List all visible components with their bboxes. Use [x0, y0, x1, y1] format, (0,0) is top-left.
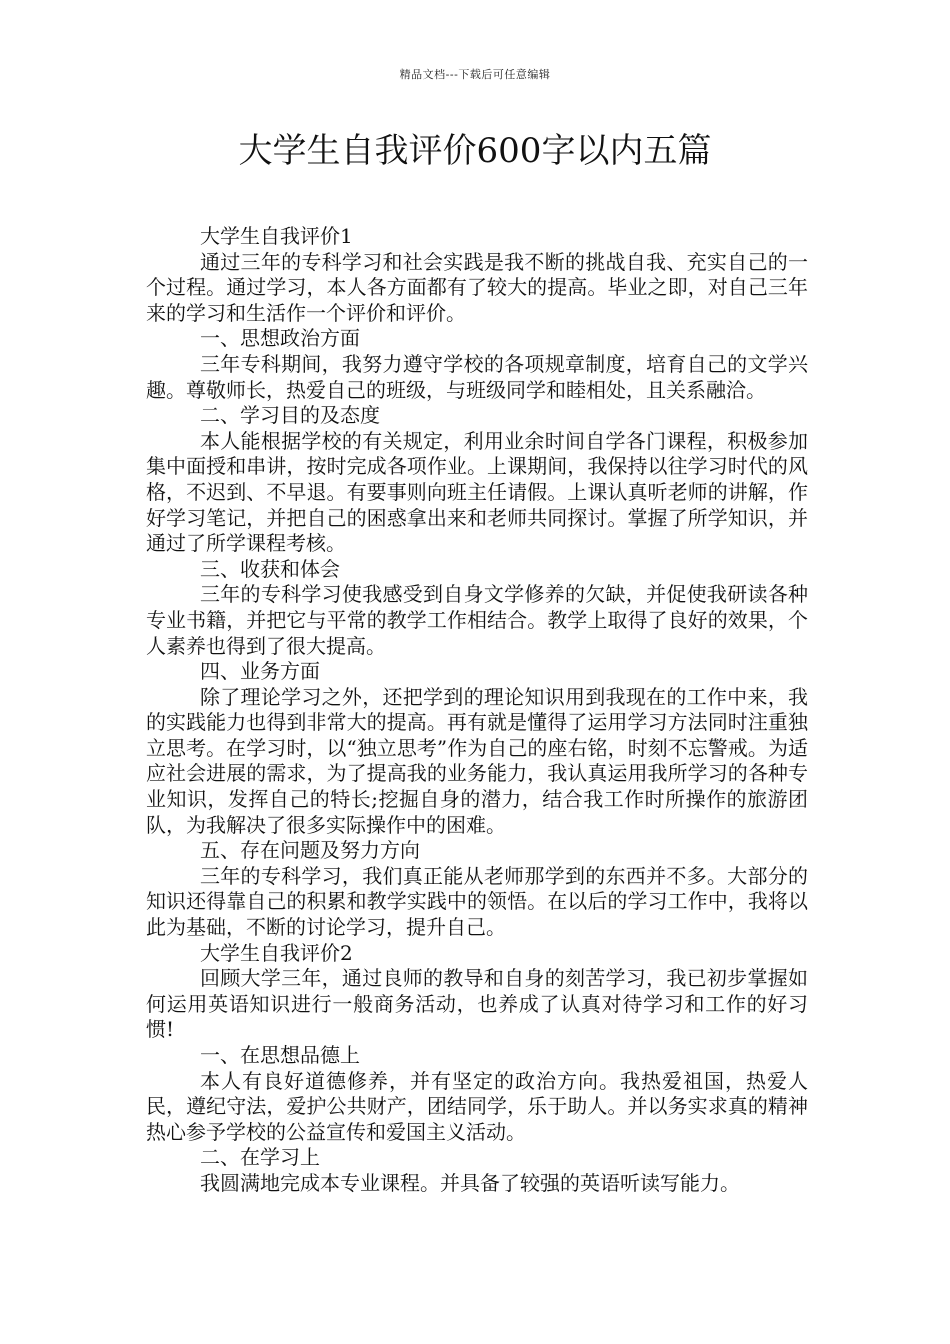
paragraph: 三年的专科学习，我们真正能从老师那学到的东西并不多。大部分的知识还得靠自己的积累和教学实践中的领悟。在以后的学习工作中，我将以此为基础，不断的讨论学习，提升自己。	[146, 863, 808, 940]
paragraph: 除了理论学习之外，还把学到的理论知识用到我现在的工作中来，我的实践能力也得到非常大的提高。再有就是懂得了运用学习方法同时注重独立思考。在学习时，以“独立思考”作为自己的座右铭，时刻不忘警戒。为适应社会进展的需求，为了提高我的业务能力，我认真运用我所学习的各种专业知识，发挥自己的特长;挖掘自身的潜力，结合我工作时所操作的旅游团队，为我解决了很多实际操作中的困难。	[146, 684, 808, 837]
document-body	[146, 224, 808, 1197]
section-heading-2: 大学生自我评价2	[200, 940, 353, 965]
section-heading-1: 大学生自我评价1	[200, 224, 353, 248]
paragraph: 本人有良好道德修养，并有坚定的政治方向。我热爱祖国，热爱人民，遵纪守法，爱护公共财产，团结同学，乐于助人。并以务实求真的精神热心参予学校的公益宣传和爱国主义活动。	[146, 1068, 808, 1144]
page-header-note: 精品文档---下载后可任意编辑	[399, 68, 551, 81]
subheading: 一、思想政治方面	[200, 326, 360, 351]
document-title: 大学生自我评价600字以内五篇	[238, 131, 712, 171]
subheading: 四、业务方面	[200, 659, 320, 684]
subheading: 二、学习目的及态度	[200, 403, 380, 428]
paragraph: 我圆满地完成本专业课程。并具备了较强的英语听读写能力。	[200, 1170, 740, 1195]
paragraph: 回顾大学三年，通过良师的教导和自身的刻苦学习，我已初步掌握如何运用英语知识进行一般商务活动，也养成了认真对待学习和工作的好习惯!	[146, 966, 808, 1042]
subheading: 二、在学习上	[200, 1145, 320, 1170]
paragraph: 本人能根据学校的有关规定，利用业余时间自学各门课程，积极参加集中面授和串讲，按时完成各项作业。上课期间，我保持以往学习时代的风格，不迟到、不早退。有要事则向班主任请假。上课认真听老师的讲解，作好学习笔记，并把自己的困惑拿出来和老师共同探讨。掌握了所学知识，并通过了所学课程考核。	[146, 428, 808, 556]
paragraph: 通过三年的专科学习和社会实践是我不断的挑战自我、充实自己的一个过程。通过学习，本人各方面都有了较大的提高。毕业之即，对自己三年来的学习和生活作一个评价和评价。	[146, 249, 808, 325]
subheading: 一、在思想品德上	[200, 1043, 360, 1067]
paragraph: 三年的专科学习使我感受到自身文学修养的欠缺，并促使我研读各种专业书籍，并把它与平常的教学工作相结合。教学上取得了良好的效果，个人素养也得到了很大提高。	[146, 582, 808, 658]
paragraph: 三年专科期间，我努力遵守学校的各项规章制度，培育自己的文学兴趣。尊敬师长，热爱自己的班级，与班级同学和睦相处，且关系融洽。	[146, 351, 808, 402]
subheading: 三、收获和体会	[200, 556, 340, 581]
subheading: 五、存在问题及努力方向	[200, 838, 420, 863]
